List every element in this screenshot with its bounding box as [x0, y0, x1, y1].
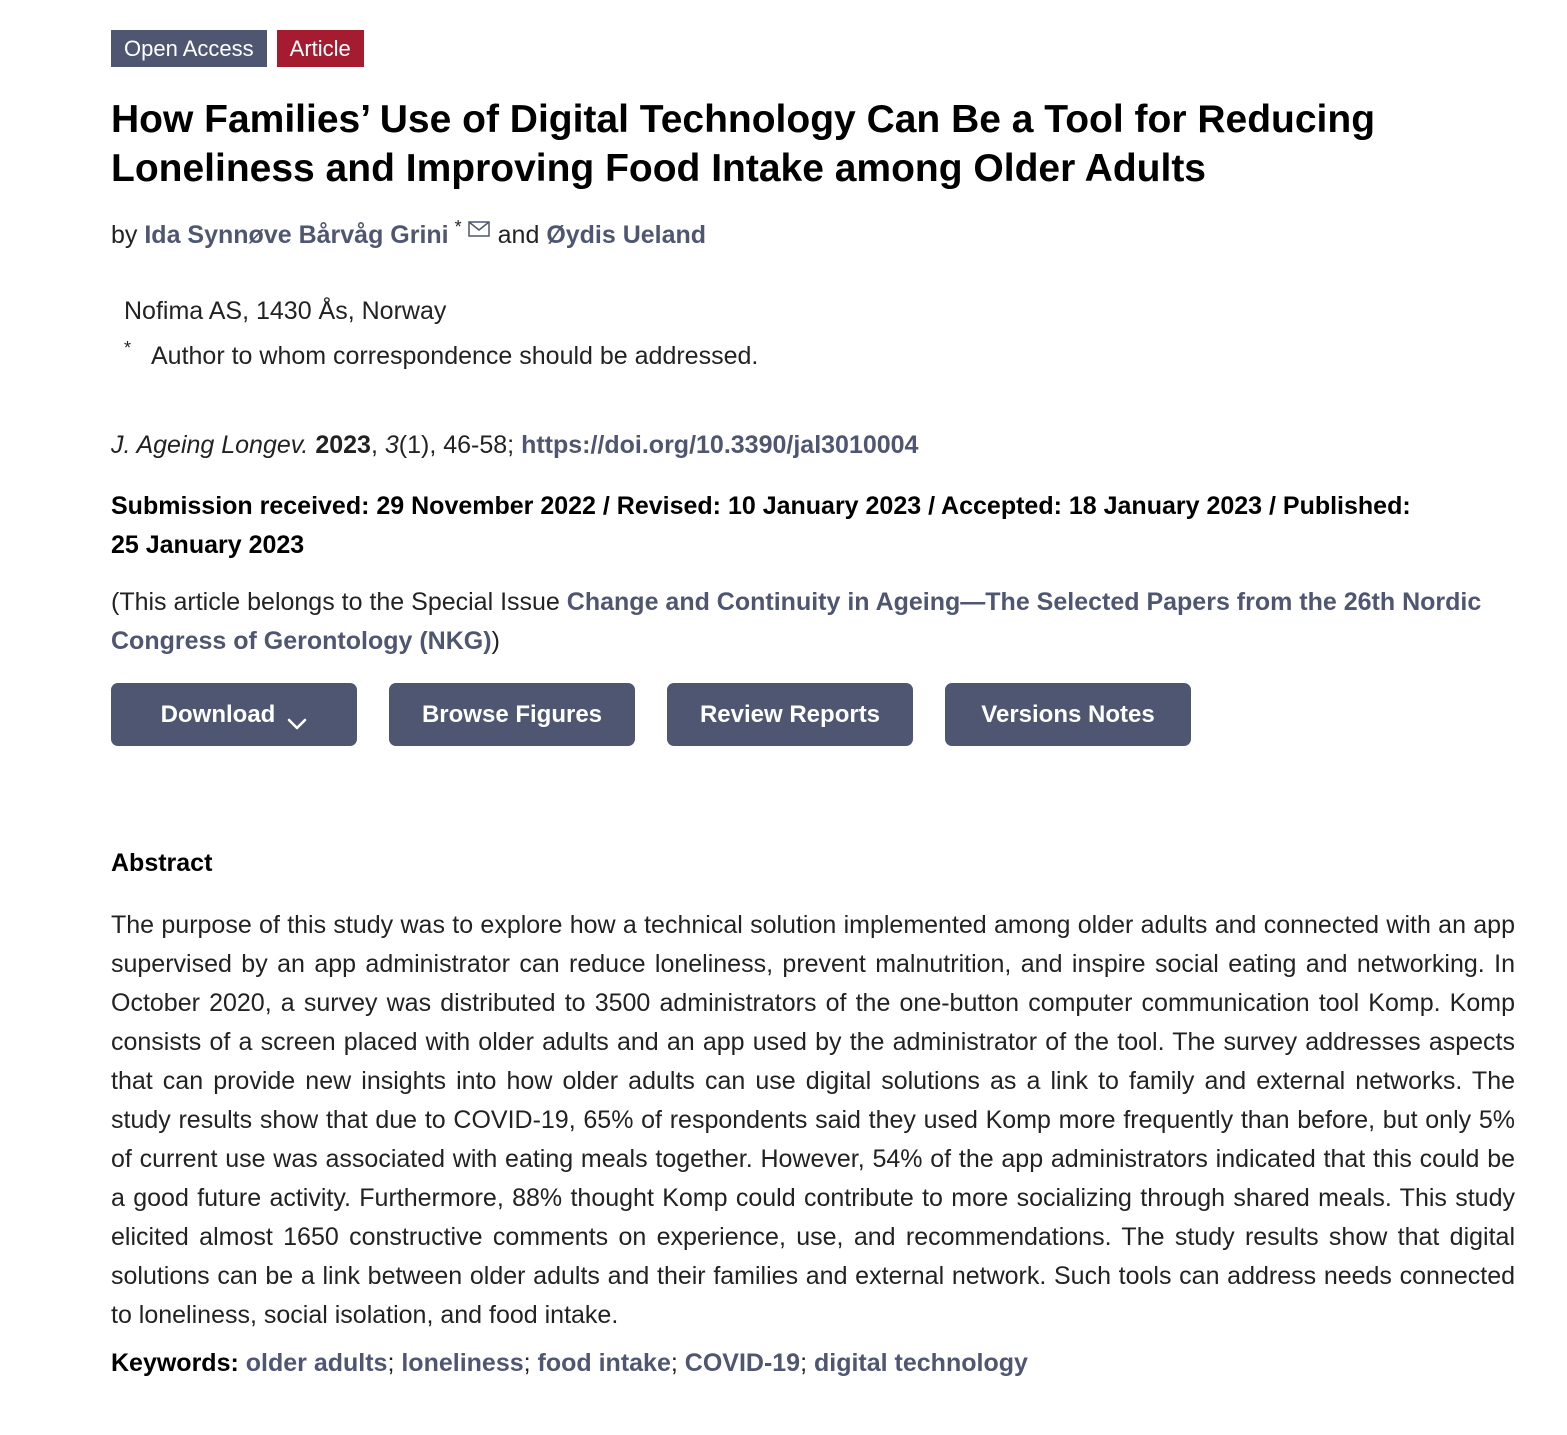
browse-figures-button[interactable]: Browse Figures	[389, 683, 635, 746]
doi-link[interactable]: https://doi.org/10.3390/jal3010004	[521, 431, 919, 459]
keyword-link[interactable]: loneliness	[401, 1349, 524, 1377]
affiliation: Nofima AS, 1430 Ås, Norway	[124, 297, 447, 325]
versions-notes-button[interactable]: Versions Notes	[945, 683, 1191, 746]
author-link-2[interactable]: Øydis Ueland	[546, 221, 707, 249]
action-buttons	[111, 683, 1515, 746]
keyword-separator: ;	[670, 1349, 685, 1377]
special-issue-note	[111, 583, 1511, 661]
keyword-list	[246, 1349, 1028, 1377]
keyword-separator: ;	[800, 1349, 814, 1377]
download-button[interactable]	[111, 683, 357, 746]
byline	[111, 219, 1515, 253]
keyword-separator: ;	[387, 1349, 402, 1377]
correspondence-note	[124, 340, 1515, 372]
envelope-icon[interactable]	[468, 213, 490, 229]
special-issue-suffix: )	[491, 627, 500, 655]
keywords-label: Keywords:	[111, 1349, 239, 1377]
special-issue-link[interactable]: Change and Continuity in Ageing—The Selected Papers from the 26th Nordic Congress of Gerontology (NKG)	[111, 588, 1482, 655]
corresponding-mark: *	[454, 217, 462, 237]
abstract-text: The purpose of this study was to explore how a technical solution implemented among older adults and connected with an app supervised by an app administrator can reduce loneliness, prevent malnutrition, and inspire social eating and networking. In October 2020, a survey was distributed to 3500 administrators of the one-button computer communication tool Komp. Komp consists of a screen placed with older adults and an app used by the administrator of the tool. The survey addresses aspects that can provide new insights into how older adults can use digital solutions as a link to family and external networks. The study results show that due to COVID-19, 65% of respondents said they used Komp more frequently than before, but only 5% of current use was associated with eating meals together. However, 54% of the app administrators indicated that this could be a good future activity. Furthermore, 88% thought Komp could contribute to more socializing through shared meals. This study elicited almost 1650 constructive comments on experience, use, and recommendations. The study results show that digital solutions can be a link between older adults and their families and external network. Such tools can address needs connected to loneliness, social isolation, and food intake.	[111, 911, 1515, 1329]
open-access-badge[interactable]: Open Access	[111, 30, 267, 67]
byline-conjunction: and	[497, 221, 540, 249]
keyword-separator: ;	[523, 1349, 538, 1377]
article-title: How Families’ Use of Digital Technology Can Be a Tool for Reducing Loneliness and Improving Food Intake among Older Adults	[111, 98, 1376, 190]
chevron-down-icon	[287, 709, 307, 721]
citation-issue-pages: (1), 46-58;	[398, 431, 515, 459]
citation-year: 2023	[315, 431, 371, 459]
citation: J. Ageing Longev. 2023, 3(1), 46-58; https://doi.org/10.3390/jal3010004	[111, 431, 919, 459]
citation-volume: 3	[384, 431, 399, 459]
author-link-1[interactable]: Ida Synnøve Bårvåg Grini	[144, 221, 449, 249]
review-reports-button[interactable]: Review Reports	[667, 683, 913, 746]
keywords	[111, 1344, 1515, 1383]
article-header	[111, 30, 1515, 1383]
keyword-link[interactable]: older adults	[245, 1349, 388, 1377]
download-label: Download	[160, 700, 276, 728]
correspondence-text: Author to whom correspondence should be addressed.	[151, 342, 759, 370]
special-issue-prefix: (This article belongs to the Special Issue	[111, 588, 567, 616]
keyword-link[interactable]: digital technology	[814, 1349, 1028, 1377]
abstract-heading: Abstract	[111, 849, 213, 877]
correspondence-mark: *	[124, 338, 132, 358]
badge-row	[111, 30, 1515, 67]
journal-name: J. Ageing Longev.	[111, 431, 309, 459]
keyword-link[interactable]: food intake	[537, 1349, 671, 1377]
publication-dates: Submission received: 29 November 2022 / Revised: 10 January 2023 / Accepted: 18 January 2023 / Published: 25 January 2023	[111, 492, 1411, 559]
keyword-link[interactable]: COVID-19	[684, 1349, 801, 1377]
article-type-badge: Article	[277, 30, 364, 67]
byline-prefix: by	[111, 221, 138, 249]
